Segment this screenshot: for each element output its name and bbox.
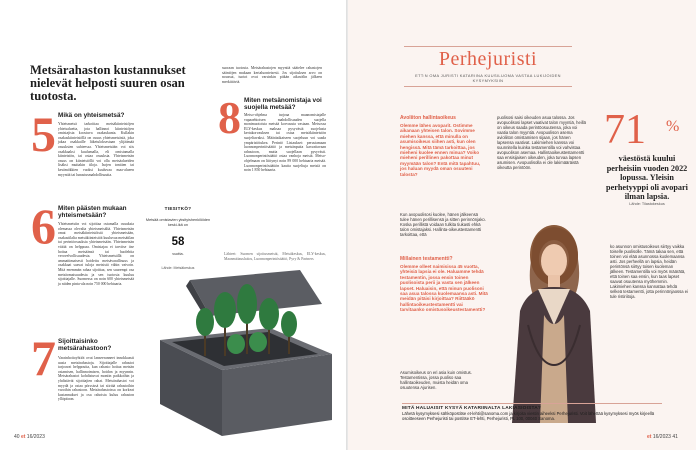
section-6-body: Yhteismetsiin voi sijoittaa ostamalla osuuksia olemassa olevalta yhteismetsältä. Yhteismetsän omat metsäkiinteistöistä yhteismetsään, osakastilalta metsäkiinteistöä kuuluvaa metsätilan tai perintöosuuksia yhteismetsään. Yhteismetsän väittä on helppoaa. Omistajaa ei tarvitse itse hoitaa metsäänsä tai huolehtia verovelvollisuudesta. Yhteismetsällä on ammattimaisesti hoidettu metsävarallisuus ja osakkaat saavat tuloja metsistä vähin vaivoin. Mitä enemmän rahaa sijoittaa, sen suurempi osa metsäomaisuudesta ja sen tuotosta kuuluu sijoittajalle. Suomessa on noin 600 yhteismetsää ja niiden pinta-ala noin 750 000 hehtaaria. [58,222,134,286]
q2-answer-start: Asumisoikeus on eri asia kuin omistus. Testamentissa, jossa puoliso saa hallintaoikeuden, muista heidän oma osuutensa Ajurisen. [400,370,472,390]
left-issue: 16/2023 [26,434,45,440]
lawyer-portrait [498,215,610,423]
section-7-body: Varainhoitoyhtiöt ovat lanseeranneet innokkaasti uusia metsärahastoja. Sijoittajalle rahastot tarjoavat helppoutta, kun rahasto hoitaa metsän ostamisen, hallinnoimisen, hoidon ja myynnin. Metsärahastot kohdistuvat moniin paikkoihin ja yhdistävät sijoittajien rahat. Metsärahastot voi myydä ja ostaa pörssissä tai siirtää rahastoihin varoihin rahastoon. Metsärahastoissa on korkeat kustannukset ja osa rahoista kuluu rahaston ylläpitoon. [58,356,134,402]
fact-box-text: Metsää omistavien yksityishenkilöiden keski-ikä on [145,218,211,227]
q1-answer-continued: puolisosi saisi oikeuden asua talossa. Jos avopuolisosi lapset vaativat talon myyntiä, heillä on oikeus saada perintöosuutensa, joka voi vaatia talon myyntiä. Avopuolison asema avioliiton omistamisen sijaan, jos hänen lapsensa vaativat. Lakimiehen kanssa voi suunnitella kuinka testamentilla voi vahvistaa avopuolison asemaa. Hallintaoikeustestamentti saa ensisijaisen oikeuden, joka turvaa lapsen asumisen. Avopuolisolla ei ole lakimääräistä oikeutta perintöön. [497,115,586,170]
logo-rule-top [404,46,572,47]
ask-question-text: Lähetä kysymyksesi sähköpostitse et-lehti@sanoma.com ja kirjoita viestin aiheeksi Perhejuristi. Voit lähettää kysymyksesi myös kirjeellä osoitteeseen Perhejuristi tai postitse ET-lehti, Perhejuristi, PL 100, 00040 Sanoma. [402,411,655,421]
section-8-number: 8 [218,92,241,143]
fact-box-source: Lähde: Metsäkeskus [161,266,195,270]
fact-box-unit: vuotta. [172,252,184,256]
q2-heading: Millainen testamentti? [400,256,453,262]
q1-answer-start: Kun avopuolisosi kuolee, hänen jälkeensä tulee hänen perillisensä ja sitten perinnönjako. Koska perillistä voidaan tulkita tiukasti ehkä talon omistajaksi. Hallinta-oikeustestamentti tarkoittaa, että [400,212,486,237]
left-page-number: 40 [14,434,20,440]
left-headline: Metsärahaston kustannukset nielevät helposti suuren osan tuotosta. [30,63,186,103]
q2-question: Olemme olleet naimisissa 45 vuotta, yhteisiä lapsia ei ole. Haluamme tehdä testamentin, jossa ensin toinen puolisoista perii ja vasta sen jälkeen lapset. Haluaisin, että minun puolisoni saa asua talossa kuolemaansa asti. Mitä meidän pitäisi kirjoittaa? Riittääkö hallintaoikeustestamentti vai tarvitaanko omistusoikeustestamentti? [400,264,488,313]
q2-answer-continued: ko asunnon omistusoikeus siirtyy vaikka toiselle puolisolle. Tämä takaa sen, että toinen voi elää asunnossa kuolemaansa asti. Jos perheellä on lapsia, heidän perintönsä siirtyy toisen kuoleman jälkeen. Testamentilla voi myös määrätä, että toinen saa ensin, kun taas lapset saavat osuutensa myöhemmin. Lakimiehen kanssa kannattaa tehdä selkeä testamentti, jotta perinnönjaossa ei tule ristiriitoja. [610,244,688,299]
section-6-number: 6 [31,198,56,254]
perhejuristi-logo: Perhejuristi [438,48,538,70]
section-8-body: Metso-ohjelma tarjoaa maanomistajalle vapaaehtoisen mahdollisuuden suojella monimuotoista metsää korvausta vastaan. Metsossa ELY-keskus maksaa pysyvästä suojelusta kertakorvauksen tai ostaa metsäkiinteistön suojeltavaksi. Määräaikaiseen suojeluun voi saada ympäristötukea. Perintö Listaukset: perustamaan luonnonperintösäätiö ja metsänpuita kasvattavaan rahastoon, mutta suojellaan pysyvästi. Luonnonperintösäätiö ostaa vanhoja metsiä. Metso-ohjelmaan on liittynyt noin 89 000 hehtaaria metsää. Luonnonperintösäätiön kautta suojeltuja metsiä on noin 1 850 hehtaaria. [244,113,326,173]
fact-box-title: TIESITKÖ? [164,206,192,211]
section-8-question: Miten metsänomistaja voi suojella metsää? [244,97,322,111]
box-trees-illustration [150,270,340,438]
continuation-text: suoraan tuotosta. Metsärahastojen myyntiä säätelee rahastojen sääntöjen mukaan kertaluonteisesti. Jos sijoituksen arvo on noussut, tuotot ovat varsinkin pitkän aikavälin jälkeen merkittäviä. [222,66,322,84]
section-8-sources: Lähteet: Suomen sijoitusmetsät, Metsäkeskus, ELY-keskus, Maanmittauslaitos, Luonnonperintösäätiö, Pyry & Partners [224,252,326,261]
column-subtitle: ETT:N OMA JURISTI KATARIINA KUUSILUOMA VASTAA LUKIJOIDEN KYSYMYKSIIN [415,73,561,83]
section-5-body: Yhteismetsä tarkoittaa metsäkiinteistöjen yhteisaluetta, jota hallinnoi kiinteistöjen omistajista koostuva osakaskunta. Kullakin osakaskiinteistöllä on osuus yhteismetsästä, joka jakaa osakkaille liiketuloksestaan ylijäämää osuuksien suhteessa. Yhteismetsään voi siis osakkaaksi kuulumalla, eli omistamalla kiinteistön, tai ostaa osuuksia. Yhteismetsän osuus on kiinteistöllä voi olla metsäalueiden lisäksi muitakin tiloja. Isojen tonttien tai kesämökkien vuoksi kuuluvaa maa-alueen myyntiä tai lunastusmahdollisuutta. [58,122,134,177]
left-folio [14,434,45,440]
q1-question: Olemme lähes avoparit. Ostimme aikanaan yhteisen talon. Sovimme miehen kanssa, että minulla on asumisoikeus siihen asti, kun olen hengissä. Mitä tämä tarkoittaa, jos mieheni kuolee ennen minua? Voiko mieheni perillinen pakottaa minut myymään talon? Entä mitä tapahtuu, jos haluan myydä oman osuuteni talosta? [400,123,481,177]
fact-box-value: 58 [171,236,185,248]
left-mag-name: et [20,434,26,440]
right-issue: 16/2023 [652,434,671,440]
left-page [0,0,347,450]
right-folio [647,434,678,440]
ask-question-box [402,403,662,421]
logo-rule-bottom [404,86,572,87]
stat-text: väestöstä kuului perheisiin vuoden 2022 lopussa. Yleisin perhetyyppi oli avopari ilman lapsia. [606,154,688,201]
section-5-number: 5 [31,106,56,162]
section-6-question: Miten päästen mukaan yhteismetsään? [58,205,127,219]
section-7-number: 7 [31,330,56,386]
section-7-question: Sijoittaisinko metsärahastoon? [58,338,112,352]
right-mag-name: et [647,434,652,440]
section-5-question: Mikä on yhteismetsä? [58,112,125,119]
stat-unit: % [666,118,680,135]
stat-source: Lähde: Tilastokeskus [629,202,665,206]
stat-value: 71 [604,107,646,153]
ask-question-title: MITÄ HALUAISIT KYSYÄ KATARIINALTA LAKIASIOISTA? [402,406,542,411]
right-page-number: 41 [672,434,678,440]
q1-heading: Avoliiton hallintaoikeus [400,115,456,121]
